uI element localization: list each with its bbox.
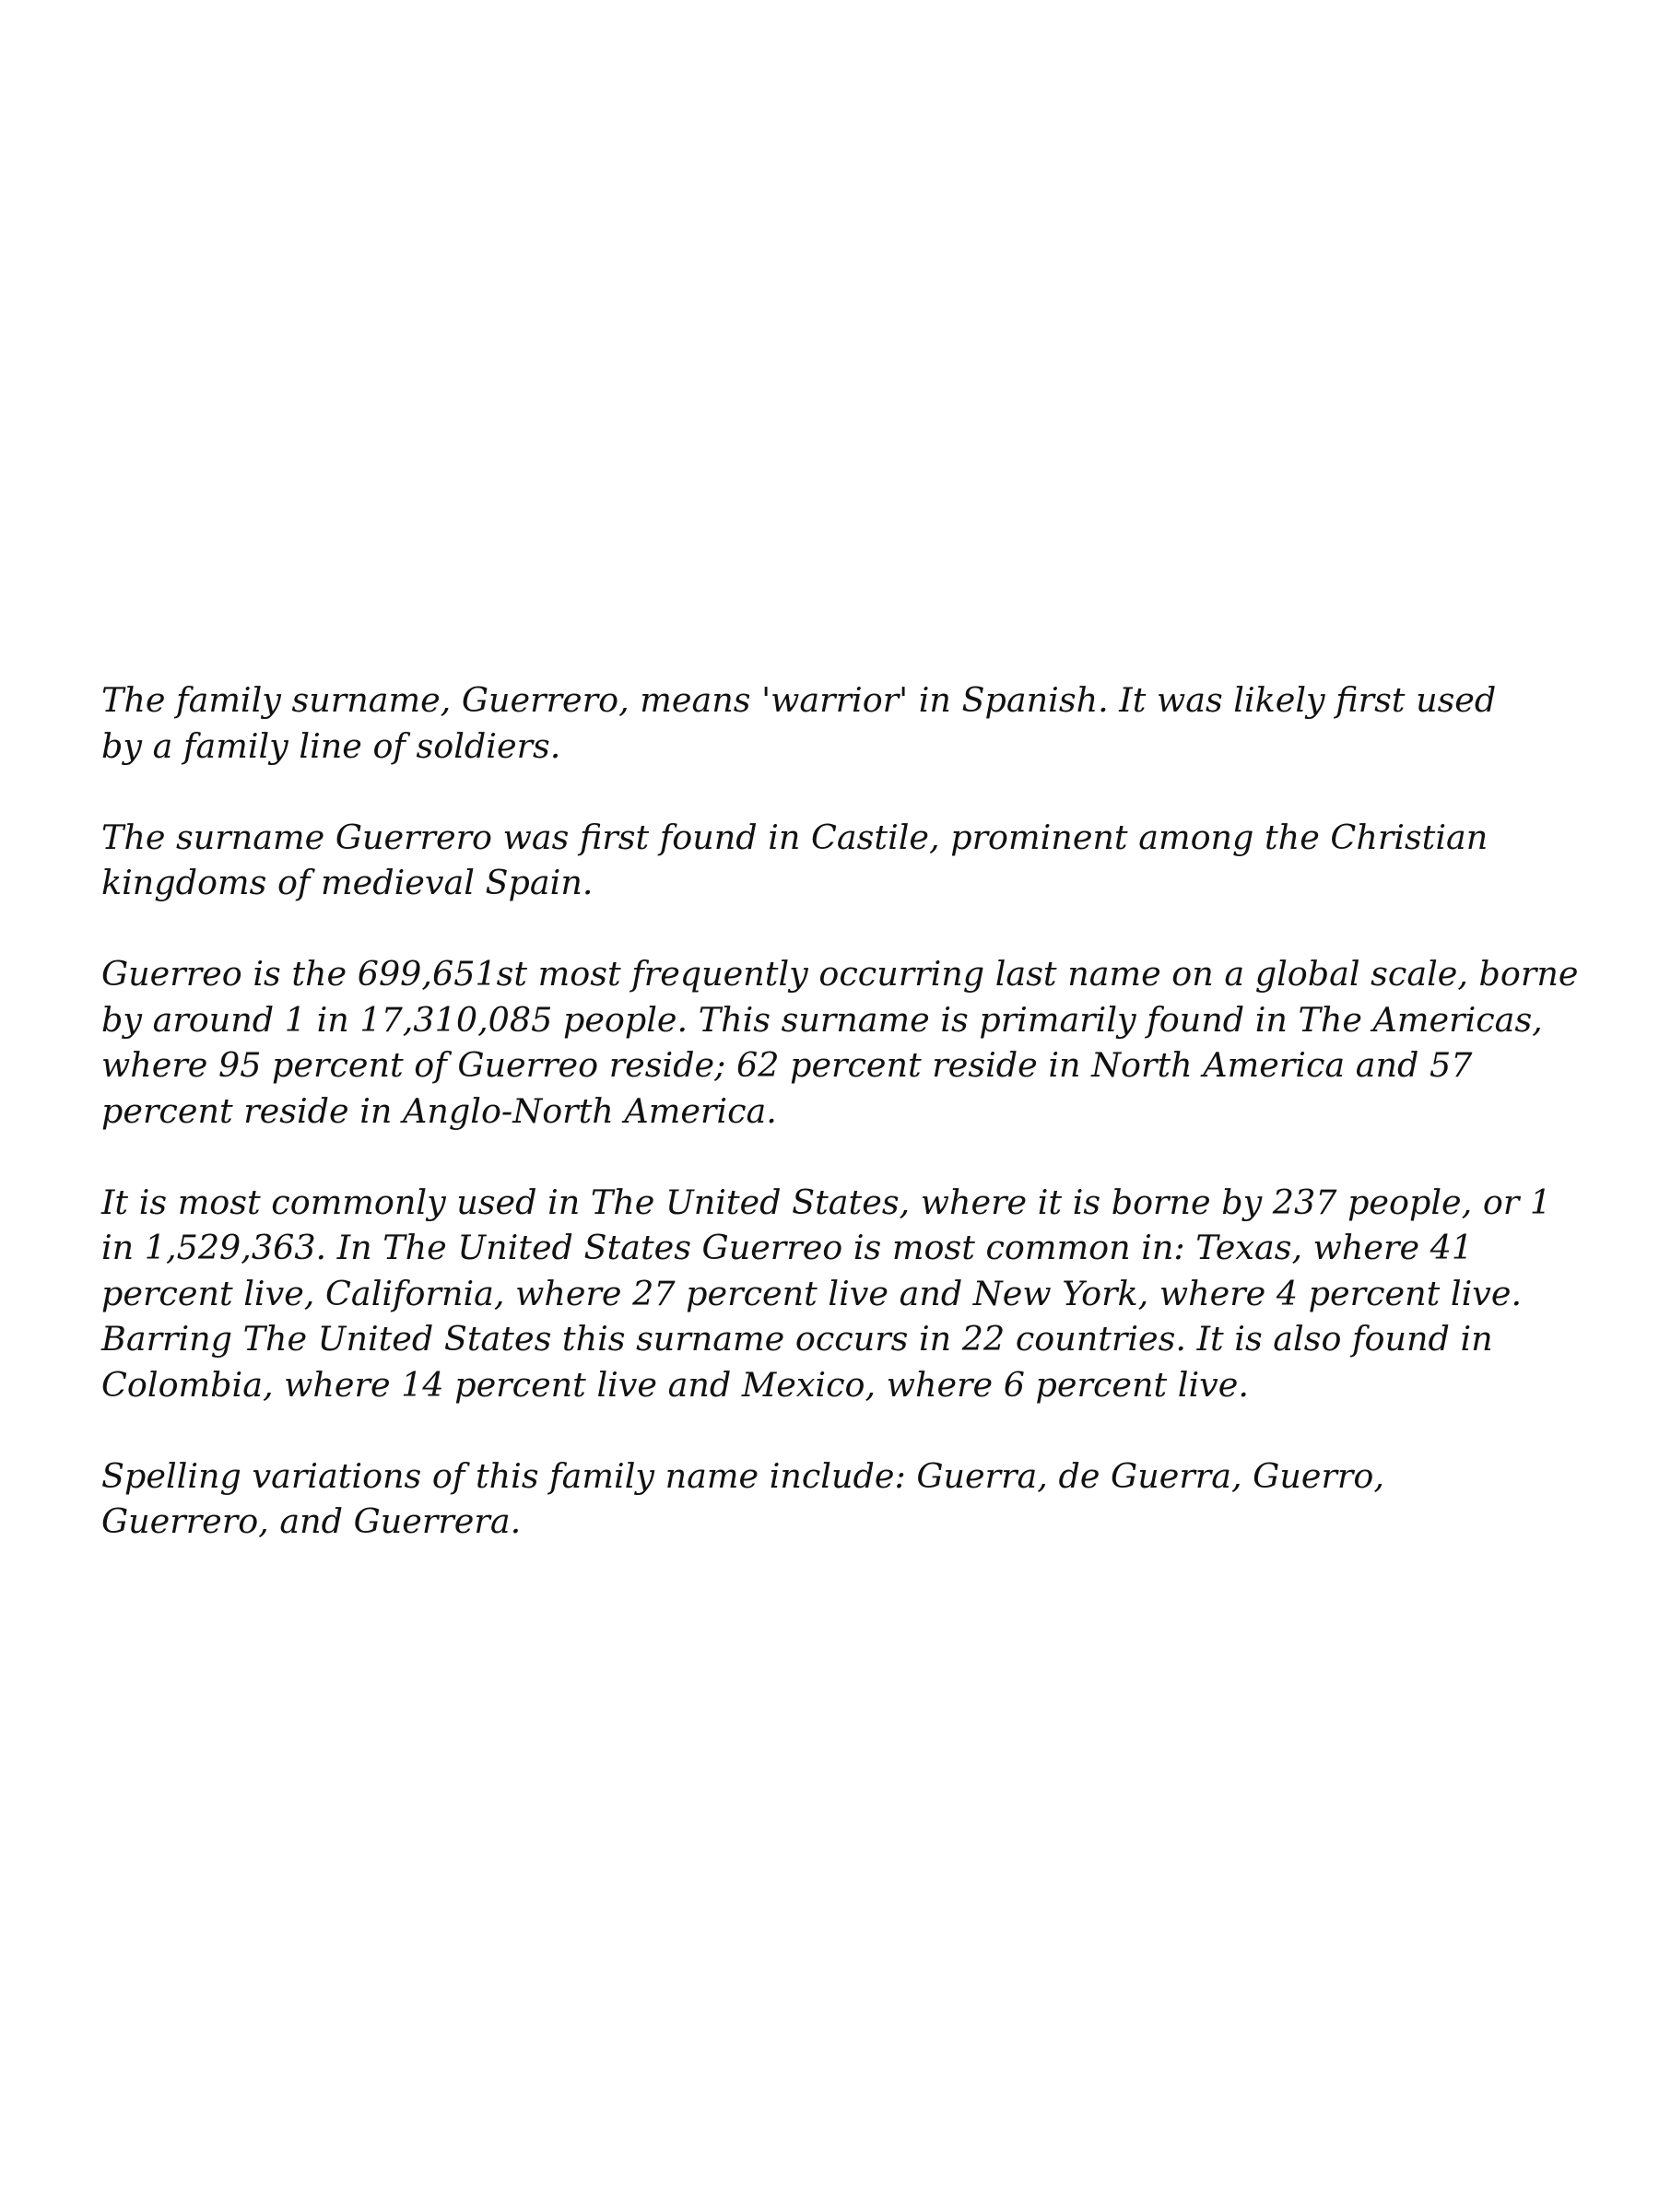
document-body [101,677,1594,1590]
paragraph-origin: The surname Guerrero was first found in Castile, prominent among the Christian kingdoms of medieval Spain. [101,817,1488,902]
paragraph-united-states: It is most commonly used in The United States, where it is borne by 237 people, or 1 in 1,529,363. In The United States Guerreo is most common in: Texas, where 41 percent live, California, where 27 percent live and New York, where 4 percent live. Barring The United States this surname occurs in 22 countries. It is also found in Colombia, where 14 percent live and Mexico, where 6 percent live. [101,1182,1552,1405]
paragraph-spelling-variations: Spelling variations of this family name include: Guerra, de Guerra, Guerro, Guerrero, and Guerrera. [101,1455,1384,1541]
paragraph-meaning: The family surname, Guerrero, means 'warrior' in Spanish. It was likely first used by a family line of soldiers. [101,680,1497,766]
paragraph-global-frequency: Guerreo is the 699,651st most frequently occurring last name on a global scale, borne by around 1 in 17,310,085 people. This surname is primarily found in The Americas, where 95 percent of Guerreo reside; 62 percent reside in North America and 57 percent reside in Anglo-North America. [101,954,1579,1131]
